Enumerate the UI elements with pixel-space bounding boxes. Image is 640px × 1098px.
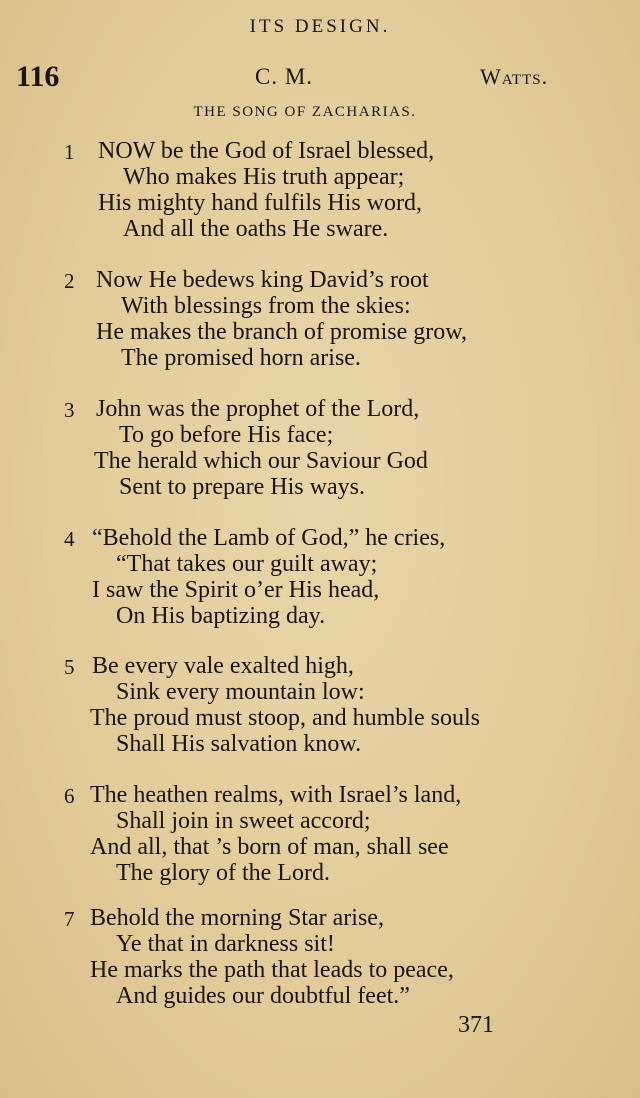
stanza-line: With blessings from the skies: (121, 293, 411, 319)
stanza-line: And all, that ’s born of man, shall see (90, 834, 449, 860)
stanza-line: The heathen realms, with Israel’s land, (90, 782, 462, 808)
running-head: ITS DESIGN. (249, 16, 391, 37)
page-number: 371 (458, 1012, 494, 1038)
stanza-number: 5 (64, 655, 75, 679)
stanza-line: Sink every mountain low: (116, 679, 365, 705)
stanza-line: The proud must stoop, and humble souls (90, 705, 480, 731)
stanza-line: His mighty hand fulfils His word, (98, 190, 422, 216)
stanza-number: 2 (64, 269, 75, 293)
hymn-title: THE SONG OF ZACHARIAS. (193, 104, 417, 120)
stanza-line: On His baptizing day. (116, 603, 326, 629)
stanza-line: The glory of the Lord. (116, 860, 330, 886)
stanza-line: The herald which our Saviour God (94, 448, 428, 474)
stanza-line: Shall join in sweet accord; (116, 808, 371, 834)
stanza-number: 1 (64, 140, 75, 164)
stanza-line: NOW be the God of Israel blessed, (98, 138, 435, 164)
stanza-number: 4 (64, 527, 75, 551)
hymn-number: 116 (16, 60, 60, 93)
stanza-line: Ye that in darkness sit! (116, 931, 335, 957)
stanza-line: Who makes His truth appear; (123, 164, 405, 190)
stanza-line: Be every vale exalted high, (92, 653, 354, 679)
stanza-number: 6 (64, 784, 75, 808)
stanza-line: Behold the morning Star arise, (90, 905, 384, 931)
stanza-line: “That takes our guilt away; (116, 551, 378, 577)
stanza-line: I saw the Spirit o’er His head, (92, 577, 380, 603)
stanza-line: To go before His face; (119, 422, 334, 448)
stanza-line: The promised horn arise. (121, 345, 361, 371)
stanza-line: Shall His salvation know. (116, 731, 362, 757)
stanza-number: 3 (64, 398, 75, 422)
stanza-line: Now He bedews king David’s root (96, 267, 429, 293)
stanza-line: John was the prophet of the Lord, (96, 396, 420, 422)
hymn-author: Watts. (480, 64, 549, 89)
stanza-number: 7 (64, 907, 75, 931)
stanza-line: And all the oaths He sware. (123, 216, 389, 242)
hymn-meter: C. M. (255, 64, 314, 89)
stanza-line: He marks the path that leads to peace, (90, 957, 454, 983)
stanza-line: “Behold the Lamb of God,” he cries, (92, 525, 446, 551)
stanza-line: And guides our doubtful feet.” (116, 983, 410, 1009)
stanza-line: He makes the branch of promise grow, (96, 319, 467, 345)
stanza-line: Sent to prepare His ways. (119, 474, 365, 500)
